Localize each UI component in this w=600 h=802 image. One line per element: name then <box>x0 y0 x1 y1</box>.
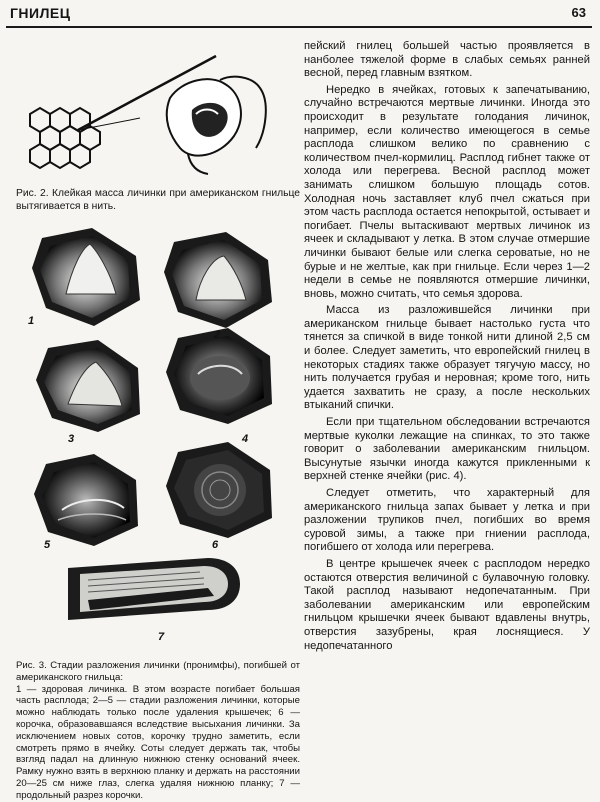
cell-1 <box>32 228 140 326</box>
figure-3-caption <box>16 660 300 802</box>
figure-2-illustration <box>20 36 290 186</box>
page-number: 63 <box>571 5 586 20</box>
running-header <box>6 4 592 28</box>
cell-7-section <box>68 558 240 620</box>
main-text-column <box>304 40 590 656</box>
paragraph-6: В центре крышечек ячеек с расплодом нередко остаются отверстия величиной с булавочную головку. Такой расплод называют недопечатанным. При заболевании американским или европейским гнильцом крышечки ячеек бывают вдавлены внутрь, отверстия зазубрены, края лоснящиеся. У недопечатанного <box>304 557 590 652</box>
header-title: ГНИЛЕЦ <box>10 5 71 21</box>
label-6: 6 <box>212 539 219 551</box>
cell-3 <box>36 340 140 432</box>
paragraph-1: пейский гнилец большей частью проявляется в нанболее тяжелой форме в слабых семьях ранней весной, перед главным взятком. <box>304 40 590 80</box>
paragraph-3: Масса из разложившейся личинки при американском гнильце бывает настолько густа что тянется за спичкой в виде тонкой нити длиной 2,5 см и более. Следует заметить, что европейский гнилец в некоторых стадиях также образует тягучую массу, но нить получается грубая и неровная; кроме того, нить удается захватить не сразу, а после нескольких втыканий спички. <box>304 304 590 412</box>
figure-2-caption: Рис. 2. Клейкая масса личинки при американском гнильце вытягивается в нить. <box>16 188 300 212</box>
label-1: 1 <box>28 315 35 327</box>
cell-2 <box>164 232 272 328</box>
label-4: 4 <box>242 433 249 445</box>
label-2: 2 <box>214 329 221 341</box>
figure-3-caption-title: Рис. 3. Стадии разложения личинки (пронимфы), погибшей от американского гнильца: <box>16 660 300 683</box>
label-7: 7 <box>158 631 165 643</box>
cell-4 <box>166 328 272 424</box>
label-3: 3 <box>68 433 75 445</box>
label-5: 5 <box>44 539 51 551</box>
paragraph-5: Следует отметить, что характерный для американского гнильца запах бывает у летка и при разложении трупиков пчел, погибших во время суровой зимы, а также при гниении расплода, погибшего от холода или перегрева. <box>304 487 590 554</box>
cell-5 <box>34 454 138 546</box>
cell-6 <box>166 442 272 538</box>
figure-3-illustration <box>28 228 278 648</box>
paragraph-4: Если при тщательном обследовании встречаются мертвые куколки лежащие на спинках, то это также говорит о заболевании американским гнильцом. Высунутые язычки иногда кажутся прикленными к верхней стенке ячейки (рис. 4). <box>304 416 590 483</box>
figure-3-caption-body: 1 — здоровая личинка. В этом возрасте погибает большая часть расплода; 2—5 — стадии разложения личинки, которые можно наблюдать только после удаления крышечек; 6 — корочка, образовавшаяся вследствие высыхания личинки. За исключением новых сотов, корочку трудно заметить, если смотреть прямо в ячейку. Соты следует держать так, чтобы взгляд падал на длинную нижнюю стенку оснований ячеек. Рамку нужно взять в верхнюю планку и держать на расстоянии 20—25 см ниже глаз, слегка удаляя нижнюю планку; 7 — продольный разрез корочки. <box>16 683 300 801</box>
paragraph-2: Нередко в ячейках, готовых к запечатыванию, случайно встречаются мертвые личинки. Иногда это происходит в результате голодания личинок, например, если количество имеющегося в семье расплода слишком велико по сравнению с количеством пчел-кормилиц. Расплод гибнет также от холода или перегрева. Весной расплод может занимать слишком большую площадь сотов. Холодная ночь заставляет клуб пчел сжаться при этом часть расплода остается непокрытой, остывает и погибает. Пчелы вытаскивают мертвых личинок из ячеек и складывают у летка. В этом случае отмершие личинки бывают белые или слегка сероватые, но не бурые и не желтые, как при гнильце. Если через 1—2 недели в семье не появляются отмершие личинки, вновь, можно считать, что семья здорова. <box>304 83 590 300</box>
